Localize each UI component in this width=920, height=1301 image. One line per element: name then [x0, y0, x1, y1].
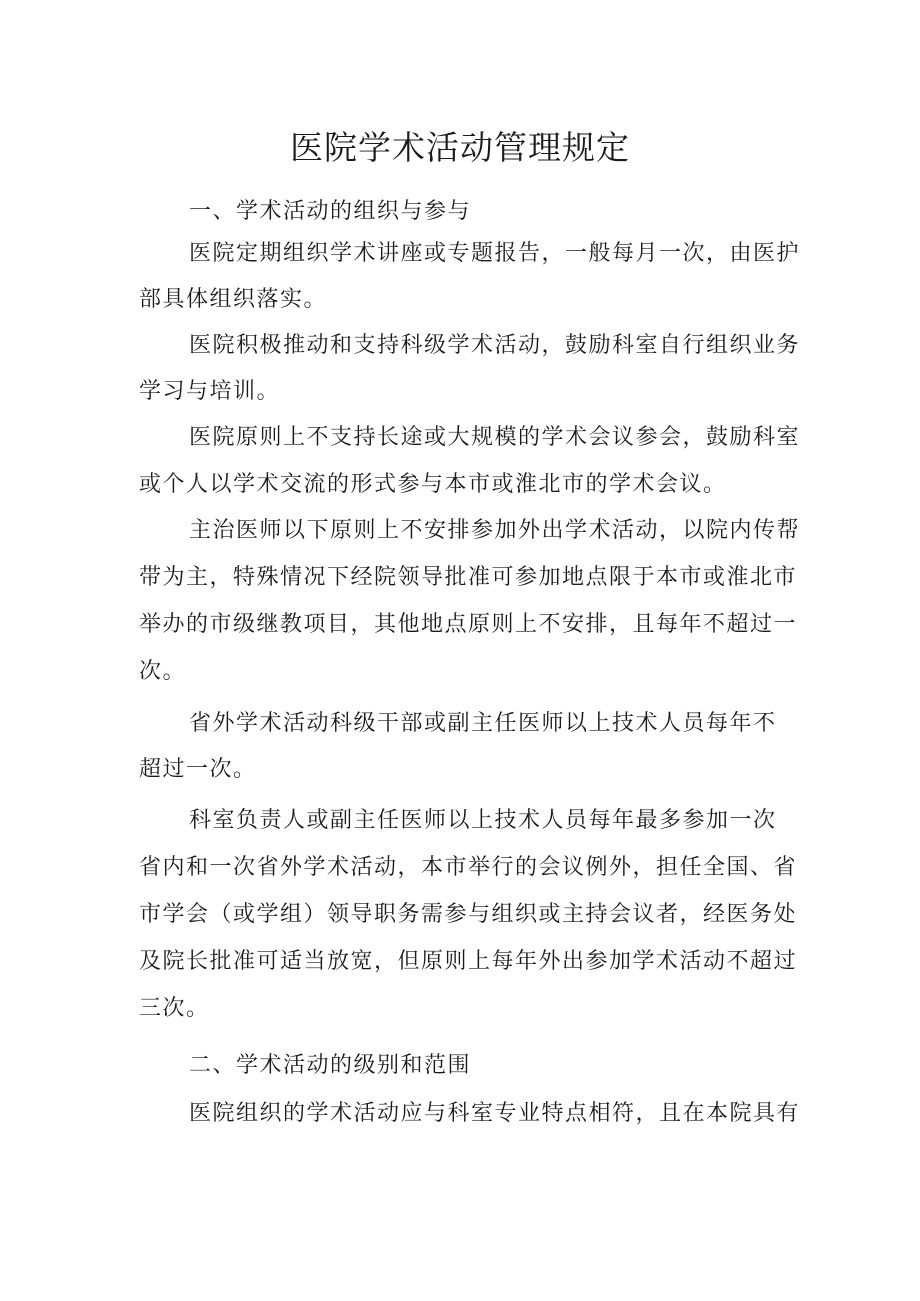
body-line: 市学会（或学组）领导职务需参与组织或主持会议者，经医务处 — [139, 902, 798, 927]
body-line: 及院长批准可适当放宽，但原则上每年外出参加学术活动不超过 — [139, 949, 798, 974]
body-line: 省外学术活动科级干部或副主任医师以上技术人员每年不 — [189, 711, 777, 736]
document-title: 医院学术活动管理规定 — [290, 128, 630, 167]
body-line: 超过一次。 — [139, 757, 257, 782]
body-line: 举办的市级继教项目，其他地点原则上不安排，且每年不超过一 — [139, 612, 798, 637]
body-line: 科室负责人或副主任医师以上技术人员每年最多参加一次 — [189, 808, 777, 833]
body-line: 带为主，特殊情况下经院领导批准可参加地点限于本市或淮北市 — [139, 565, 798, 590]
body-line: 学习与培训。 — [139, 379, 281, 404]
body-line: 或个人以学术交流的形式参与本市或淮北市的学术会议。 — [139, 472, 727, 497]
section-heading: 二、学术活动的级别和范围 — [189, 1053, 472, 1078]
body-line: 省内和一次省外学术活动，本市举行的会议例外，担任全国、省 — [139, 855, 798, 880]
body-line: 医院定期组织学术讲座或专题报告，一般每月一次，由医护 — [189, 241, 801, 266]
body-line: 部具体组织落实。 — [139, 287, 328, 312]
body-line: 次。 — [139, 659, 187, 684]
section-heading: 一、学术活动的组织与参与 — [189, 199, 472, 224]
body-line: 医院组织的学术活动应与科室专业特点相符，且在本院具有 — [189, 1101, 801, 1126]
body-line: 医院原则上不支持长途或大规模的学术会议参会，鼓励科室 — [189, 425, 801, 450]
body-line: 主治医师以下原则上不安排参加外出学术活动，以院内传帮 — [189, 518, 801, 543]
body-line: 三次。 — [139, 996, 210, 1021]
body-line: 医院积极推动和支持科级学术活动，鼓励科室自行组织业务 — [189, 333, 801, 358]
